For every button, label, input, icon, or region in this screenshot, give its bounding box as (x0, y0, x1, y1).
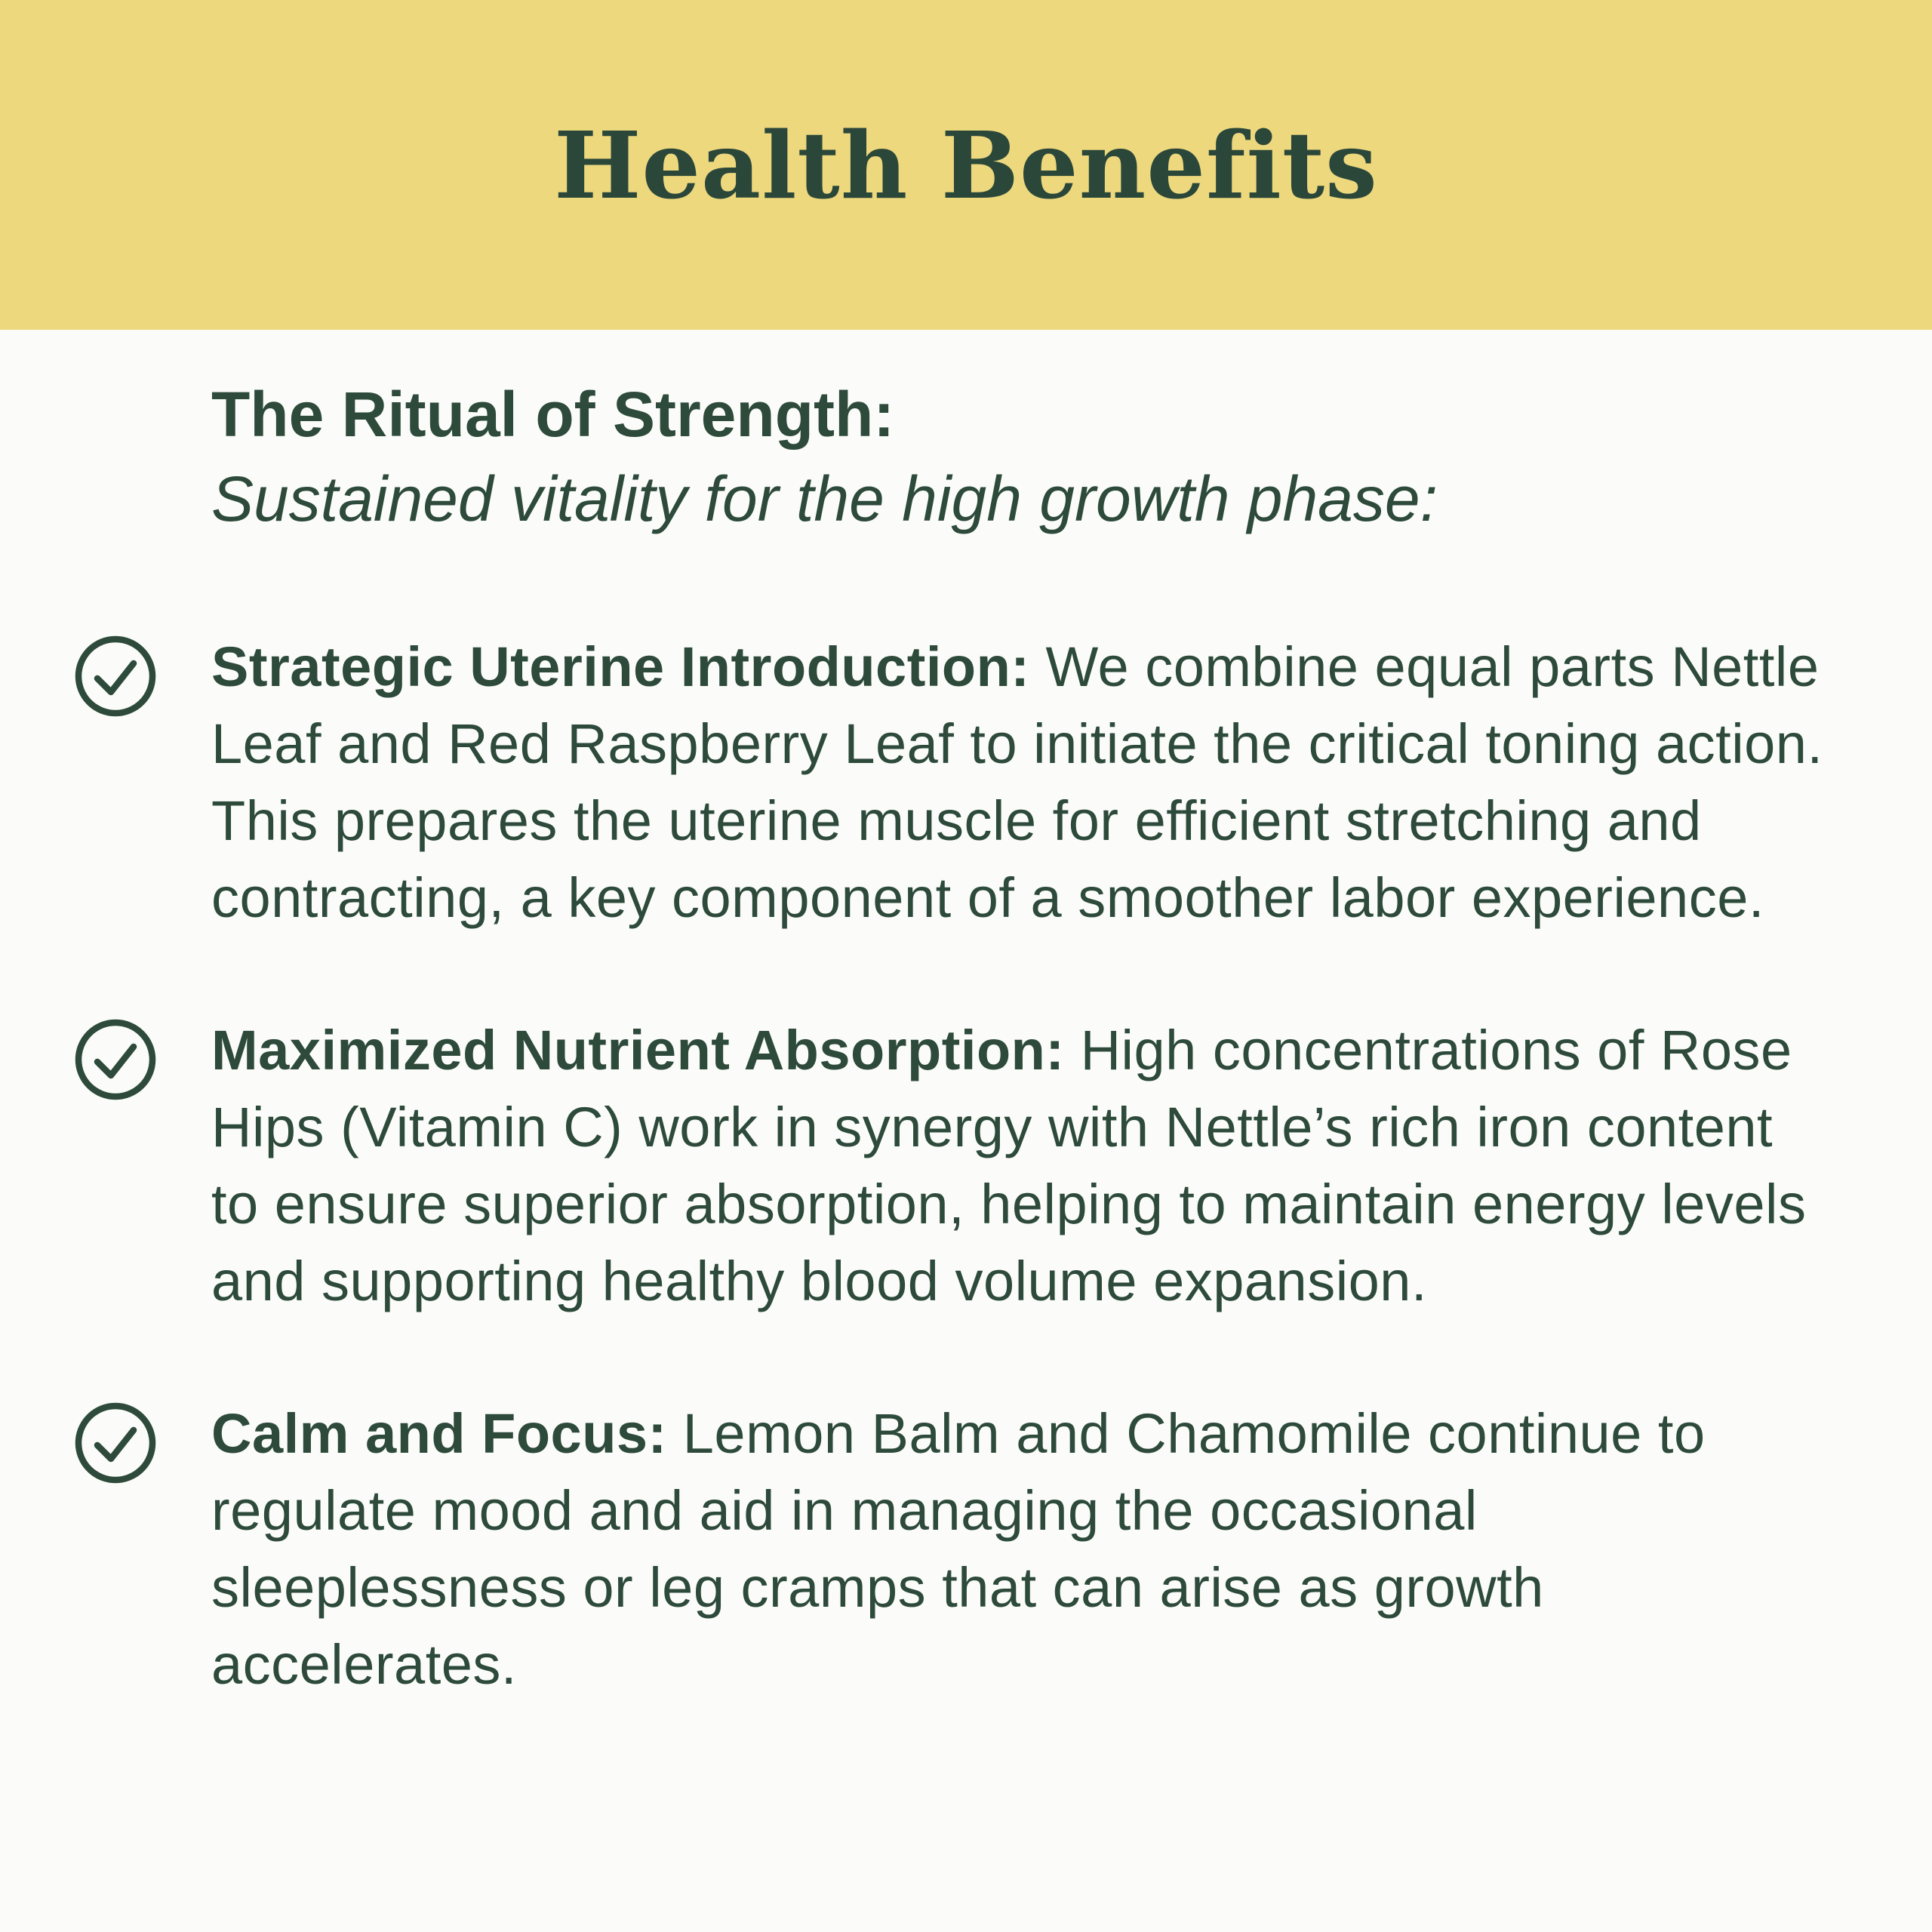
intro-heading: The Ritual of Strength: (211, 379, 895, 450)
benefit-item (72, 1012, 1826, 1320)
benefit-body: High concentrations of Rose Hips (Vitamin C) work in synergy with Nettle’s rich iron content to ensure superior absorption, helping to maintain energy levels and supporting healthy blood volume expansion. (211, 1019, 1807, 1312)
benefit-body: We combine equal parts Nettle Leaf and Red Raspberry Leaf to initiate the critical toning action. This prepares the uterine muscle for efficient stretching and contracting, a key component of a smoother labor experience. (211, 635, 1823, 929)
check-circle-icon (72, 1017, 158, 1103)
banner (0, 0, 1932, 330)
benefit-title: Calm and Focus: (211, 1402, 667, 1465)
benefit-item (72, 1395, 1826, 1703)
benefit-text (211, 1395, 1826, 1703)
benefit-text (211, 629, 1826, 937)
intro-section (211, 372, 1826, 541)
benefit-title: Maximized Nutrient Absorption: (211, 1019, 1065, 1081)
content (0, 330, 1932, 1703)
benefit-text (211, 1012, 1826, 1320)
check-circle-icon (72, 633, 158, 719)
page-title: Health Benefits (554, 110, 1378, 220)
intro-subheading: Sustained vitality for the high growth phase: (211, 463, 1438, 534)
check-circle-icon (72, 1400, 158, 1486)
benefit-body: Lemon Balm and Chamomile continue to regulate mood and aid in managing the occasional sleeplessness or leg cramps that can arise as growth accelerates. (211, 1402, 1706, 1696)
benefit-item (72, 629, 1826, 937)
benefit-title: Strategic Uterine Introduction: (211, 635, 1030, 698)
